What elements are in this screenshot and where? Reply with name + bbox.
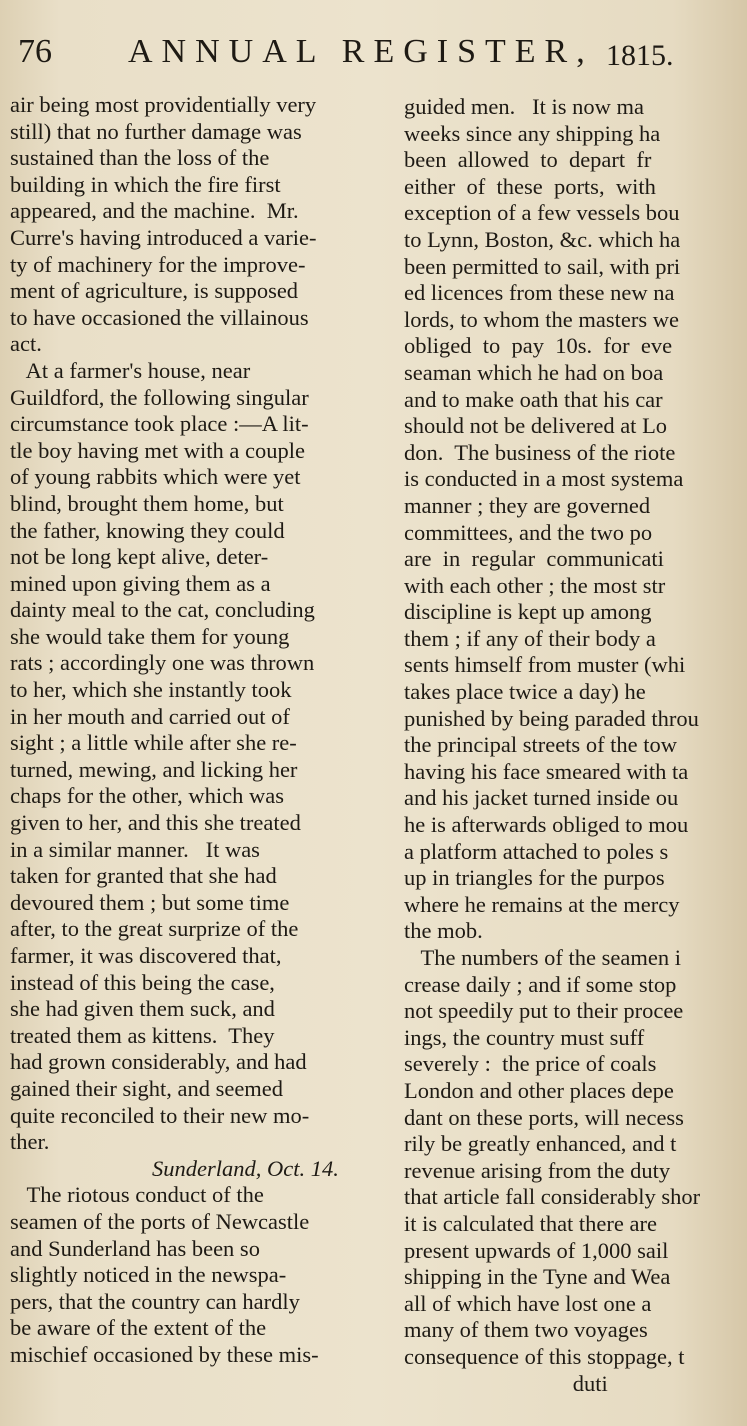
text-line: treated them as kittens. They: [10, 1022, 275, 1048]
text-line: them ; if any of their body a: [404, 625, 656, 651]
text-line: all of which have lost one a: [404, 1290, 652, 1316]
text-line: up in triangles for the purpos: [404, 865, 665, 891]
dateline: Sunderland, Oct. 14.: [152, 1155, 339, 1181]
text-line: should not be delivered at Lo: [404, 413, 668, 439]
text-line: The numbers of the seamen i: [404, 945, 682, 970]
running-title: ANNUAL REGISTER,: [128, 33, 594, 70]
right-column: [404, 94, 747, 1397]
text-line: ty of machinery for the improve-: [10, 251, 306, 277]
text-line: chaps for the other, which was: [10, 783, 285, 809]
text-line: revenue arising from the duty: [404, 1157, 671, 1183]
text-line: either of these ports, with: [404, 173, 656, 199]
text-line: dainty meal to the cat, concluding: [10, 597, 315, 623]
text-line: lords, to whom the masters we: [404, 306, 679, 332]
text-line: quite reconciled to their new mo-: [10, 1102, 310, 1128]
text-line: still) that no further damage was: [10, 118, 302, 144]
text-line: pers, that the country can hardly: [10, 1288, 300, 1314]
text-line: where he remains at the mercy: [404, 891, 680, 917]
text-line: the father, knowing they could: [10, 517, 285, 543]
text-line: punished by being paraded throu: [404, 705, 699, 731]
text-line: to have occasioned the villainous: [10, 304, 309, 330]
text-line: sight ; a little while after she re-: [10, 730, 297, 756]
text-line: seamen of the ports of Newcastle: [10, 1208, 310, 1234]
text-line: blind, brought them home, but: [10, 490, 284, 516]
text-line: with each other ; the most str: [404, 572, 666, 598]
text-line: the principal streets of the tow: [404, 732, 678, 758]
left-column: [10, 92, 388, 1369]
text-line: ings, the country must suff: [404, 1024, 645, 1050]
text-line: act.: [10, 331, 42, 357]
text-line: manner ; they are governed: [404, 492, 651, 518]
text-line: it is calculated that there are: [404, 1210, 657, 1236]
text-line: be aware of the extent of the: [10, 1315, 267, 1341]
text-line: been permitted to sail, with pri: [404, 253, 681, 279]
text-line: London and other places depe: [404, 1077, 674, 1103]
text-line: are in regular communicati: [404, 546, 664, 572]
text-line: ed licences from these new na: [404, 280, 675, 306]
text-line: At a farmer's house, near: [10, 357, 251, 383]
text-line: don. The business of the riote: [404, 439, 676, 465]
text-line: exception of a few vessels bou: [404, 200, 680, 226]
text-line: circumstance took place :—A lit-: [10, 411, 309, 437]
text-line: given to her, and this she treated: [10, 810, 301, 836]
text-line: duti: [404, 1370, 608, 1396]
text-line: and to make oath that his car: [404, 386, 663, 412]
text-line: and Sunderland has been so: [10, 1235, 260, 1261]
text-line: discipline is kept up among: [404, 599, 652, 625]
text-line: of young rabbits which were yet: [10, 464, 301, 490]
text-line: ment of agriculture, is supposed: [10, 278, 299, 304]
text-line: to Lynn, Boston, &c. which ha: [404, 226, 681, 252]
text-line: takes place twice a day) he: [404, 679, 646, 705]
text-line: ther.: [10, 1129, 50, 1155]
text-line: gained their sight, and seemed: [10, 1075, 284, 1101]
text-line: shipping in the Tyne and Wea: [404, 1264, 671, 1290]
text-line: that article fall considerably shor: [404, 1184, 701, 1210]
text-line: been allowed to depart fr: [404, 147, 652, 173]
text-line: Curre's having introduced a varie-: [10, 224, 317, 250]
text-line: taken for granted that she had: [10, 863, 277, 889]
text-line: in her mouth and carried out of: [10, 703, 290, 729]
text-line: appeared, and the machine. Mr.: [10, 198, 299, 224]
text-line: crease daily ; and if some stop: [404, 971, 677, 997]
text-line: and his jacket turned inside ou: [404, 785, 679, 811]
text-line: in a similar manner. It was: [10, 836, 260, 862]
text-line: the mob.: [404, 918, 483, 944]
text-line: The riotous conduct of the: [10, 1182, 264, 1208]
text-line: Guildford, the following singular: [10, 384, 309, 410]
text-line: sustained than the loss of the: [10, 145, 270, 171]
text-line: farmer, it was discovered that,: [10, 943, 282, 968]
text-line: had grown considerably, and had: [10, 1049, 307, 1075]
text-line: having his face smeared with ta: [404, 758, 689, 784]
text-line: she would take them for young: [10, 623, 290, 649]
text-line: devoured them ; but some time: [10, 889, 290, 915]
text-line: guided men. It is now ma: [404, 94, 644, 119]
text-line: not be long kept alive, deter-: [10, 544, 269, 570]
text-line: dant on these ports, will necess: [404, 1104, 684, 1130]
text-line: a platform attached to poles s: [404, 838, 669, 864]
text-line: tle boy having met with a couple: [10, 437, 305, 463]
text-line: slightly noticed in the newspa-: [10, 1262, 287, 1288]
text-line: building in which the fire first: [10, 171, 281, 197]
page-number: 76: [18, 33, 52, 70]
text-line: to her, which she instantly took: [10, 677, 292, 703]
text-line: seaman which he had on boa: [404, 359, 664, 385]
text-line: sents himself from muster (whi: [404, 652, 686, 678]
text-line: instead of this being the case,: [10, 969, 275, 995]
text-line: consequence of this stoppage, t: [404, 1343, 685, 1369]
text-line: weeks since any shipping ha: [404, 120, 661, 146]
text-line: mined upon giving them as a: [10, 570, 271, 596]
text-line: mischief occasioned by these mis-: [10, 1341, 319, 1367]
text-line: severely : the price of coals: [404, 1051, 657, 1077]
text-line: turned, mewing, and licking her: [10, 756, 298, 782]
text-line: committees, and the two po: [404, 519, 653, 545]
text-line: is conducted in a most systema: [404, 466, 684, 492]
text-line: many of them two voyages: [404, 1317, 648, 1343]
text-line: air being most providentially very: [10, 92, 317, 117]
text-line: he is afterwards obliged to mou: [404, 812, 689, 838]
text-line: she had given them suck, and: [10, 996, 275, 1022]
text-line: present upwards of 1,000 sail: [404, 1237, 669, 1263]
text-line: rily be greatly enhanced, and t: [404, 1131, 677, 1157]
running-year: 1815.: [606, 39, 674, 72]
running-header: [18, 30, 718, 80]
text-line: rats ; accordingly one was thrown: [10, 650, 315, 676]
text-line: after, to the great surprize of the: [10, 916, 299, 942]
text-line: obliged to pay 10s. for eve: [404, 333, 673, 359]
text-line: not speedily put to their procee: [404, 998, 684, 1024]
